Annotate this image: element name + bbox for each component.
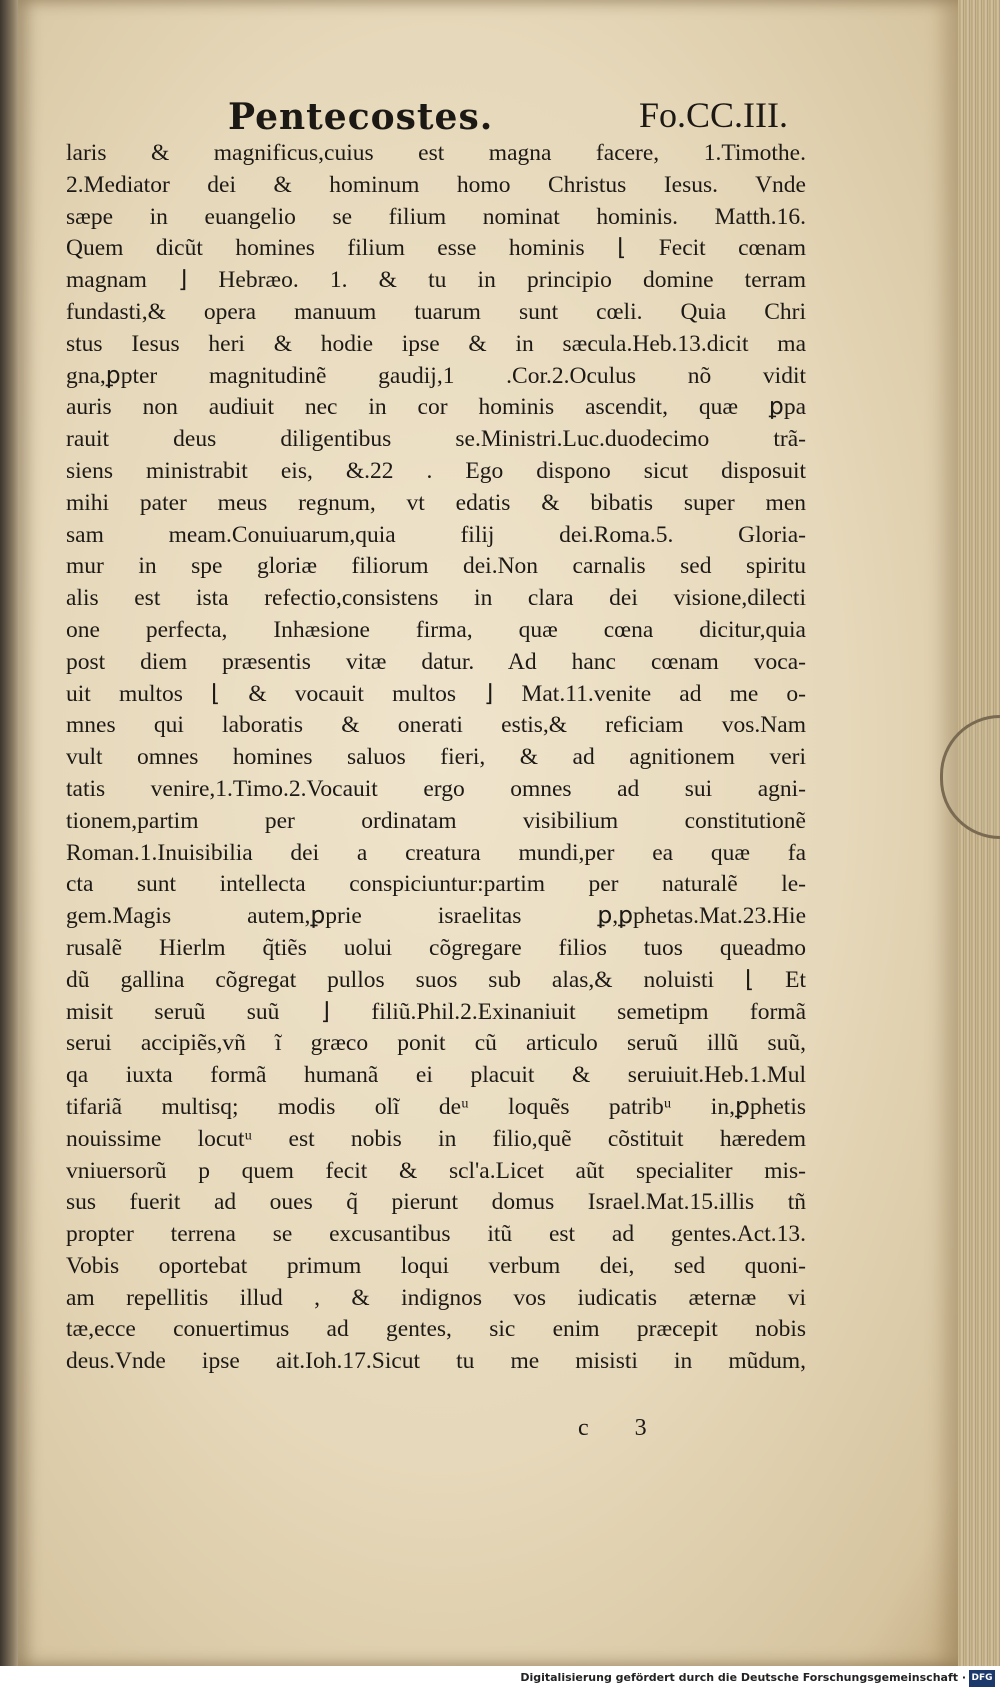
text-line: misit seruũ suũ ⌋ filiũ.Phil.2.Exinaniuit semetipm formã	[66, 998, 806, 1025]
text-line: mihi pater meus regnum, vt edatis & bibatis super men	[66, 489, 806, 516]
digitization-footer	[0, 1666, 1000, 1693]
text-line: propter terrena se excusantibus itũ est ad gentes.Act.13.	[66, 1221, 806, 1248]
text-line: tæ,ecce conuertimus ad gentes, sic enim præcepit nobis	[66, 1316, 806, 1343]
folio-number: Fo.CC.III.	[638, 95, 788, 135]
text-line: one perfecta, Inhæsione firma, quæ cœna dicitur,quia	[66, 616, 806, 643]
text-line: auris non audiuit nec in cor hominis ascendit, quæ ꝑpa	[66, 394, 806, 421]
dfg-logo-icon: DFG	[969, 1670, 995, 1687]
text-line: rusalẽ Hierlm q̃tiẽs uolui cõgregare filios tuos queadmo	[66, 934, 806, 961]
text-line: sam meam.Conuiuarum,quia filij dei.Roma.5. Gloria-	[66, 521, 806, 548]
text-line: siens ministrabit eis, &.22 . Ego dispono sicut disposuit	[66, 457, 806, 484]
text-line: mnes qui laboratis & onerati estis,& reficiam vos.Nam	[66, 712, 806, 739]
page-edges-right	[952, 0, 1000, 1693]
text-line: alis est ista refectio,consistens in clara dei visione,dilecti	[66, 585, 806, 612]
text-line: nouissime locutᵘ est nobis in filio,quẽ cõstituit hæredem	[66, 1125, 806, 1152]
text-line: mur in spe gloriæ filiorum dei.Non carnalis sed spiritu	[66, 553, 806, 580]
text-line: gna,ꝑpter magnitudinẽ gaudij,1 .Cor.2.Oculus nõ vidit	[66, 362, 806, 389]
text-line: post diem præsentis vitæ datur. Ad hanc cœnam voca-	[66, 648, 806, 675]
text-line: Quem dicũt homines filium esse hominis ⌊ Fecit cœnam	[66, 235, 806, 262]
text-line: serui accipiẽs,vñ ĩ græco ponit cũ articulo seruũ illũ suũ,	[66, 1030, 806, 1057]
text-line: uit multos ⌊ & vocauit multos ⌋ Mat.11.venite ad me o-	[66, 680, 806, 707]
text-line: am repellitis illud , & indignos vos iudicatis æternæ vi	[66, 1284, 806, 1311]
text-line: cta sunt intellecta conspiciuntur:partim per naturalẽ le-	[66, 871, 806, 898]
text-line: sæpe in euangelio se filium nominat hominis. Matth.16.	[66, 203, 806, 230]
text-line: tifariã multisq; modis olĩ deᵘ loquẽs patribᵘ in,ꝑphetis	[66, 1093, 806, 1120]
main-text-block	[66, 138, 806, 1378]
text-line: vult omnes homines saluos fieri, & ad agnitionem veri	[66, 744, 806, 771]
text-line: tionem,partim per ordinatam visibilium constitutionẽ	[66, 807, 806, 834]
text-line: fundasti,& opera manuum tuarum sunt cœli. Quia Chri	[66, 298, 806, 325]
text-line: rauit deus diligentibus se.Ministri.Luc.duodecimo trã-	[66, 426, 806, 453]
signature-mark: c 3	[578, 1415, 647, 1441]
text-line: Roman.1.Inuisibilia dei a creatura mundi,per ea quæ fa	[66, 839, 806, 866]
running-head: Pentecostes.	[228, 96, 494, 138]
text-line: vniuersorũ p quem fecit & scl'a.Licet aũt specialiter mis-	[66, 1157, 806, 1184]
funding-credit: Digitalisierung gefördert durch die Deutsche Forschungsgemeinschaft ·	[520, 1671, 966, 1684]
text-line: qa iuxta formã humanã ei placuit & seruiuit.Heb.1.Mul	[66, 1062, 806, 1089]
book-page	[18, 0, 958, 1666]
text-line: gem.Magis autem,ꝑprie israelitas ꝑ,ꝑphetas.Mat.23.Hie	[66, 903, 806, 930]
text-line: 2.Mediator dei & hominum homo Christus Iesus. Vnde	[66, 171, 806, 198]
text-line: magnam ⌋ Hebræo. 1. & tu in principio domine terram	[66, 267, 806, 294]
text-line: deus.Vnde ipse ait.Ioh.17.Sicut tu me misisti in mũdum,	[66, 1348, 806, 1375]
text-line: Vobis oportebat primum loqui verbum dei, sed quoni-	[66, 1252, 806, 1279]
text-line: tatis venire,1.Timo.2.Vocauit ergo omnes ad sui agni-	[66, 775, 806, 802]
text-line: sus fuerit ad oues q̃ pierunt domus Israel.Mat.15.illis tñ	[66, 1189, 806, 1216]
text-line: dũ gallina cõgregat pullos suos sub alas,& noluisti ⌊ Et	[66, 966, 806, 993]
text-line: stus Iesus heri & hodie ipse & in sæcula.Heb.13.dicit ma	[66, 330, 806, 357]
text-line: laris & magnificus,cuius est magna facere, 1.Timothe.	[66, 140, 806, 166]
